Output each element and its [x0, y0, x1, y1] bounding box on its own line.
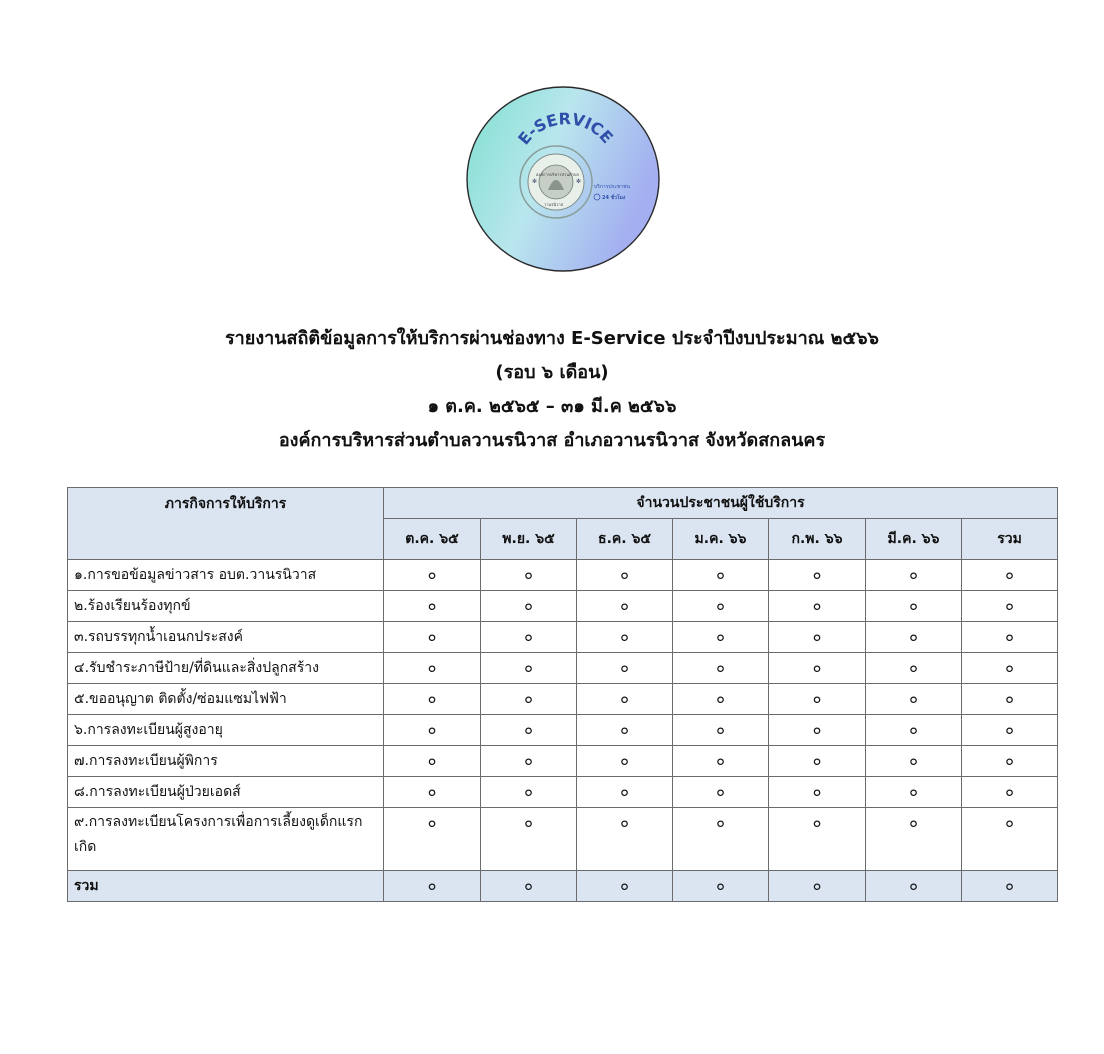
value-cell: ๐: [769, 591, 866, 622]
logo-tagline-1: บริการประชาชน: [594, 184, 630, 190]
activity-cell: ๖.การลงทะเบียนผู้สูงอายุ: [68, 715, 384, 746]
value-cell: ๐: [384, 560, 481, 591]
e-service-logo: [464, 84, 662, 274]
value-cell: ๐: [577, 777, 673, 808]
value-cell: ๐: [962, 560, 1058, 591]
table-row: [68, 653, 1058, 684]
value-cell: ๐: [673, 746, 769, 777]
value-cell: ๐: [962, 653, 1058, 684]
activity-cell: ๑.การขอข้อมูลข่าวสาร อบต.วานรนิวาส: [68, 560, 384, 591]
table-row: [68, 777, 1058, 808]
seal-text-top: องค์การบริหารส่วนตำบล: [536, 172, 579, 177]
value-cell: ๐: [577, 715, 673, 746]
activity-cell: ๙.การลงทะเบียนโครงการเพื่อการเลี้ยงดูเด็กแรกเกิด: [68, 808, 384, 871]
header-month-4: ก.พ. ๖๖: [769, 519, 866, 560]
report-period-label: (รอบ ๖ เดือน): [495, 362, 609, 383]
value-cell: ๐: [673, 715, 769, 746]
value-cell: ๐: [769, 622, 866, 653]
value-cell: ๐: [481, 777, 577, 808]
table-row: [68, 622, 1058, 653]
header-group: จำนวนประชาชนผู้ใช้บริการ: [384, 488, 1058, 519]
value-cell: ๐: [962, 684, 1058, 715]
header-activity: ภารกิจการให้บริการ: [68, 488, 384, 560]
value-cell: ๐: [866, 684, 962, 715]
star-icon-left: ✻: [532, 178, 538, 185]
table-row: [68, 684, 1058, 715]
value-cell: ๐: [673, 622, 769, 653]
logo-title-text: E-SERVICE: [514, 109, 617, 149]
value-cell: ๐: [384, 777, 481, 808]
report-organization: องค์การบริหารส่วนตำบลวานรนิวาส อำเภอวานรนิวาส จังหวัดสกลนคร: [278, 430, 826, 451]
report-title: รายงานสถิติข้อมูลการให้บริการผ่านช่องทาง E-Service ประจำปีงบประมาณ ๒๕๖๖: [225, 328, 879, 349]
value-cell: ๐: [769, 684, 866, 715]
value-cell: ๐: [866, 746, 962, 777]
value-cell: ๐: [962, 591, 1058, 622]
activity-cell: ๗.การลงทะเบียนผู้พิการ: [68, 746, 384, 777]
table-total-row: [68, 871, 1058, 902]
value-cell: ๐: [577, 653, 673, 684]
report-titles: [0, 322, 1104, 458]
table-row: [68, 715, 1058, 746]
value-cell: ๐: [962, 777, 1058, 808]
table-row: [68, 746, 1058, 777]
value-cell: ๐: [962, 871, 1058, 902]
star-icon-right: ✻: [576, 178, 582, 185]
value-cell: ๐: [769, 746, 866, 777]
activity-cell: ๔.รับชำระภาษีป้าย/ที่ดินและสิ่งปลูกสร้าง: [68, 653, 384, 684]
header-month-1: พ.ย. ๖๕: [481, 519, 577, 560]
seal-text-bottom: วานรนิวาส: [544, 202, 564, 207]
header-month-6: รวม: [962, 519, 1058, 560]
value-cell: ๐: [577, 560, 673, 591]
activity-cell: ๘.การลงทะเบียนผู้ป่วยเอดส์: [68, 777, 384, 808]
value-cell: ๐: [866, 871, 962, 902]
value-cell: ๐: [384, 746, 481, 777]
value-cell: ๐: [481, 715, 577, 746]
value-cell: ๐: [866, 591, 962, 622]
activity-cell: ๕.ขออนุญาต ติดตั้ง/ซ่อมแซมไฟฟ้า: [68, 684, 384, 715]
value-cell: ๐: [866, 808, 962, 871]
value-cell: ๐: [769, 777, 866, 808]
value-cell: ๐: [962, 715, 1058, 746]
value-cell: ๐: [384, 591, 481, 622]
value-cell: ๐: [384, 622, 481, 653]
value-cell: ๐: [866, 715, 962, 746]
value-cell: ๐: [577, 622, 673, 653]
logo-tagline-2: 24 ชั่วโมง: [602, 195, 626, 201]
value-cell: ๐: [384, 715, 481, 746]
value-cell: ๐: [577, 591, 673, 622]
activity-cell: ๒.ร้องเรียนร้องทุกข์: [68, 591, 384, 622]
value-cell: ๐: [866, 777, 962, 808]
value-cell: ๐: [577, 808, 673, 871]
table-row: [68, 591, 1058, 622]
value-cell: ๐: [673, 871, 769, 902]
table-body: [68, 560, 1058, 902]
header-month-3: ม.ค. ๖๖: [673, 519, 769, 560]
e-service-logo-graphic: [464, 84, 662, 274]
value-cell: ๐: [769, 715, 866, 746]
value-cell: ๐: [673, 808, 769, 871]
value-cell: ๐: [577, 684, 673, 715]
value-cell: ๐: [481, 560, 577, 591]
table-row: [68, 808, 1058, 871]
value-cell: ๐: [577, 871, 673, 902]
header-month-2: ธ.ค. ๖๕: [577, 519, 673, 560]
table-header-row-top: [68, 488, 1058, 519]
value-cell: ๐: [481, 808, 577, 871]
value-cell: ๐: [962, 746, 1058, 777]
value-cell: ๐: [481, 653, 577, 684]
value-cell: ๐: [384, 684, 481, 715]
value-cell: ๐: [384, 808, 481, 871]
value-cell: ๐: [769, 808, 866, 871]
service-statistics-table: [67, 487, 1058, 902]
header-month-0: ต.ค. ๖๕: [384, 519, 481, 560]
value-cell: ๐: [673, 777, 769, 808]
value-cell: ๐: [769, 871, 866, 902]
value-cell: ๐: [866, 653, 962, 684]
value-cell: ๐: [577, 746, 673, 777]
value-cell: ๐: [481, 684, 577, 715]
value-cell: ๐: [769, 653, 866, 684]
activity-cell: ๓.รถบรรทุกน้ำเอนกประสงค์: [68, 622, 384, 653]
value-cell: ๐: [481, 871, 577, 902]
value-cell: ๐: [673, 591, 769, 622]
value-cell: ๐: [481, 746, 577, 777]
value-cell: ๐: [673, 560, 769, 591]
value-cell: ๐: [481, 622, 577, 653]
table-row: [68, 560, 1058, 591]
value-cell: ๐: [962, 808, 1058, 871]
value-cell: ๐: [481, 591, 577, 622]
value-cell: ๐: [866, 560, 962, 591]
value-cell: ๐: [769, 560, 866, 591]
header-month-5: มี.ค. ๖๖: [866, 519, 962, 560]
value-cell: ๐: [673, 684, 769, 715]
value-cell: ๐: [866, 622, 962, 653]
value-cell: ๐: [384, 653, 481, 684]
activity-cell: รวม: [68, 871, 384, 902]
value-cell: ๐: [673, 653, 769, 684]
report-date-range: ๑ ต.ค. ๒๕๖๕ – ๓๑ มี.ค ๒๕๖๖: [427, 396, 677, 417]
value-cell: ๐: [962, 622, 1058, 653]
value-cell: ๐: [384, 871, 481, 902]
